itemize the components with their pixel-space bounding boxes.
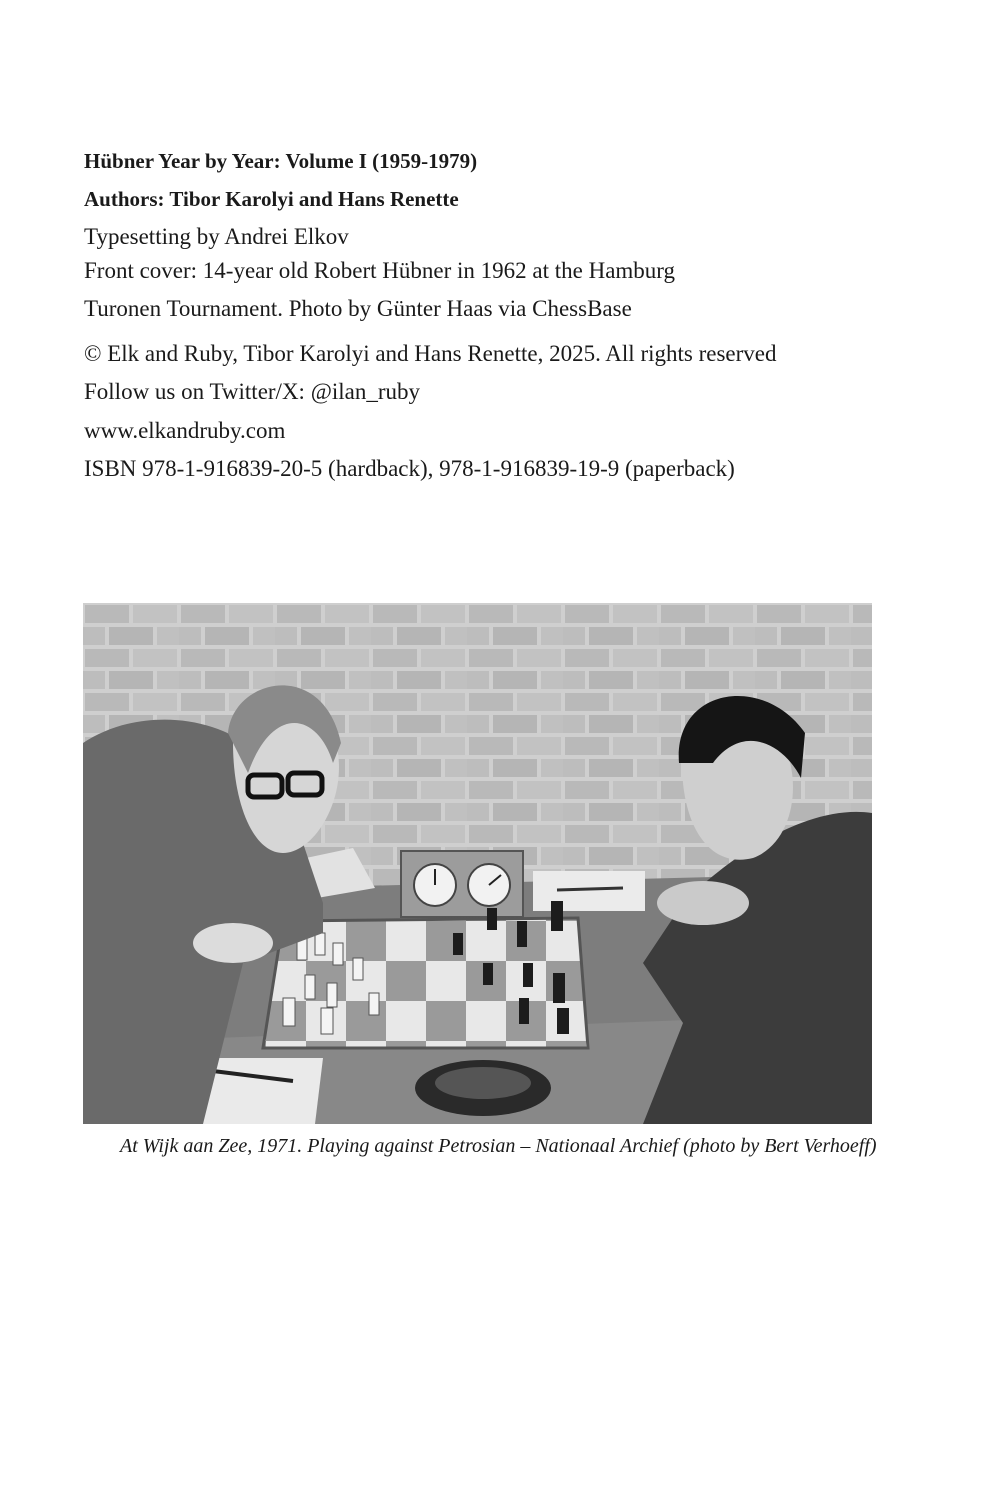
book-title: Hübner Year by Year: Volume I (1959-1979) [84,149,478,173]
website-url: www.elkandruby.com [84,418,286,443]
copyright-notice: © Elk and Ruby, Tibor Karolyi and Hans Renette, 2025. All rights reserved [84,341,777,366]
chess-game-photo [83,603,872,1124]
twitter-handle: Follow us on Twitter/X: @ilan_ruby [84,379,421,404]
front-cover-credit-line-2: Turonen Tournament. Photo by Günter Haas via ChessBase [84,296,632,321]
photo-caption: At Wijk aan Zee, 1971. Playing against Petrosian – Nationaal Archief (photo by Bert Verhoeff) [120,1135,877,1157]
isbn-numbers: ISBN 978-1-916839-20-5 (hardback), 978-1-916839-19-9 (paperback) [84,456,735,481]
front-cover-credit-line-1: Front cover: 14-year old Robert Hübner in 1962 at the Hamburg [84,258,676,283]
book-authors: Authors: Tibor Karolyi and Hans Renette [84,187,459,211]
typesetting-credit: Typesetting by Andrei Elkov [84,224,349,249]
